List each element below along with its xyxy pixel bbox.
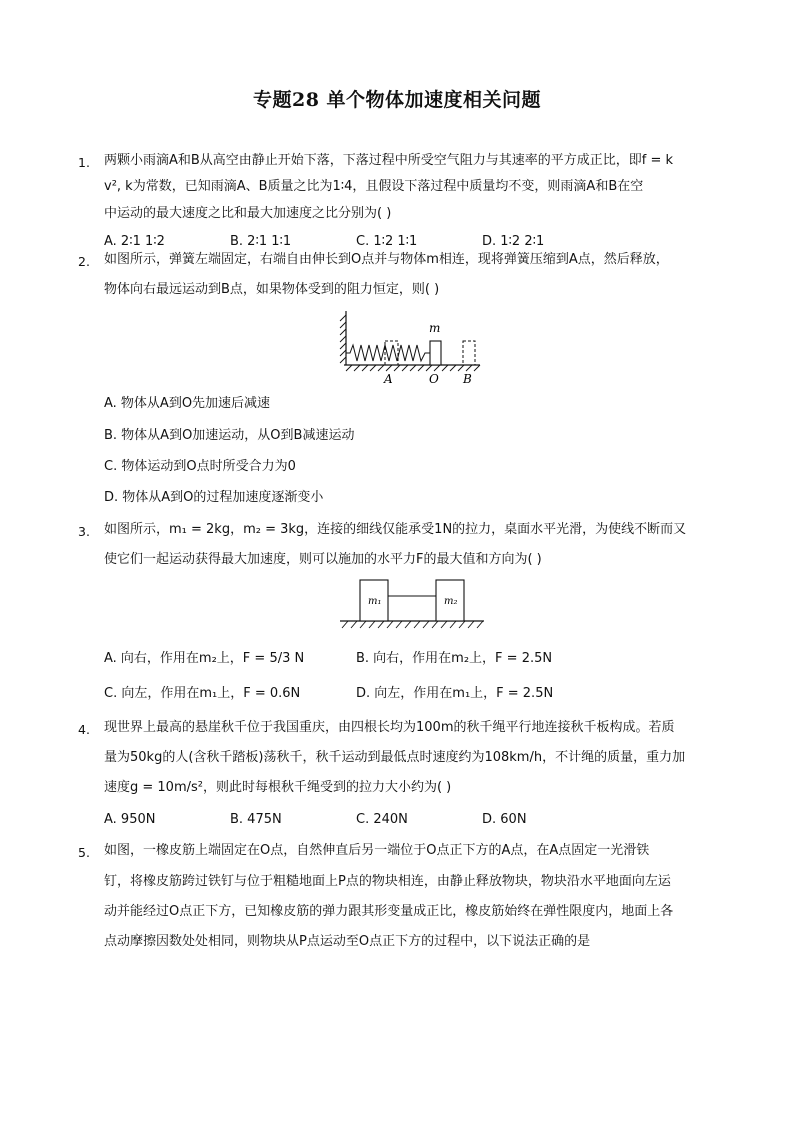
q3-label-m2: m₂ [444,596,458,607]
q1-option-a: A. 2∶1 1∶2 [104,234,165,249]
q2-label-o: O [429,372,439,386]
q5-line-4: 点动摩擦因数处处相同，则物块从P点运动至O点正下方的过程中，以下说法正确的是 [104,934,591,949]
q2-line-2: 物体向右最远运动到B点，如果物体受到的阻力恒定，则( ) [104,282,440,297]
q4-line-1: 现世界上最高的悬崖秋千位于我国重庆，由四根长均为100m的秋千绳平行地连接秋千板构成。若质 [104,720,675,735]
q1-line-1: 两颗小雨滴A和B从高空由静止开始下落，下落过程中所受空气阻力与其速率的平方成正比，即f = k [104,153,674,168]
q1-line-3: 中运动的最大速度之比和最大加速度之比分别为( ) [104,206,392,221]
q3-label-m1: m₁ [368,596,382,607]
q2-option-d: D. 物体从A到O的过程加速度逐渐变小 [104,490,324,505]
q3-option-b: B. 向右，作用在m₂上，F = 2.5N [356,651,553,666]
q3-line-1: 如图所示，m₁ = 2kg，m₂ = 3kg，连接的细线仅能承受1N的拉力，桌面水平光滑，为使线不断而又 [104,522,687,537]
q3-option-d: D. 向左，作用在m₁上，F = 2.5N [356,686,554,701]
q4-option-a: A. 950N [104,812,156,827]
q4-option-c: C. 240N [356,812,408,827]
q5-line-3: 动并能经过O点正下方，已知橡皮筋的弹力跟其形变量成正比，橡皮筋始终在弹性限度内，地面上各 [104,904,674,919]
q3-number: 3. [78,524,90,539]
q5-number: 5. [78,845,90,860]
q4-option-d: D. 60N [482,812,527,827]
q2-label-m: m [429,321,441,335]
q2-number: 2. [78,254,90,269]
q2-label-a: A [384,372,393,386]
q2-option-a: A. 物体从A到O先加速后减速 [104,396,271,411]
q1-option-d: D. 1∶2 2∶1 [482,234,545,249]
q3-blocks-figure [336,576,488,634]
q2-label-b: B [463,372,472,386]
q4-line-2: 量为50kg的人(含秋千踏板)荡秋千，秋千运动到最低点时速度约为108km/h，不计绳的质量，重力加 [104,750,686,765]
q4-line-3: 速度g = 10m/s²，则此时每根秋千绳受到的拉力大小约为( ) [104,780,452,795]
page-title: 专题28 单个物体加速度相关问题 [252,89,542,111]
q5-line-1: 如图，一橡皮筋上端固定在O点，自然伸直后另一端位于O点正下方的A点，在A点固定一光滑铁 [104,843,650,858]
q5-line-2: 钉，将橡皮筋跨过铁钉与位于粗糙地面上P点的物块相连，由静止释放物块，物块沿水平地面向左运 [104,874,671,889]
q1-line-2: v², k为常数，已知雨滴A、B质量之比为1∶4，且假设下落过程中质量均不变，则雨滴A和B在空 [104,179,644,194]
q1-number: 1. [78,155,90,170]
q3-option-c: C. 向左，作用在m₁上，F = 0.6N [104,686,301,701]
q4-number: 4. [78,722,90,737]
q2-option-b: B. 物体从A到O加速运动，从O到B减速运动 [104,428,355,443]
q2-line-1: 如图所示，弹簧左端固定，右端自由伸长到O点并与物体m相连，现将弹簧压缩到A点，然后释放， [104,252,669,267]
q3-line-2: 使它们一起运动获得最大加速度，则可以施加的水平力F的最大值和方向为( ) [104,552,542,567]
q1-option-b: B. 2∶1 1∶1 [230,234,292,249]
q2-spring-figure [330,305,490,387]
q2-option-c: C. 物体运动到O点时所受合力为0 [104,459,296,474]
q3-option-a: A. 向右，作用在m₂上，F = 5/3 N [104,651,305,666]
q4-option-b: B. 475N [230,812,282,827]
q1-option-c: C. 1∶2 1∶1 [356,234,418,249]
